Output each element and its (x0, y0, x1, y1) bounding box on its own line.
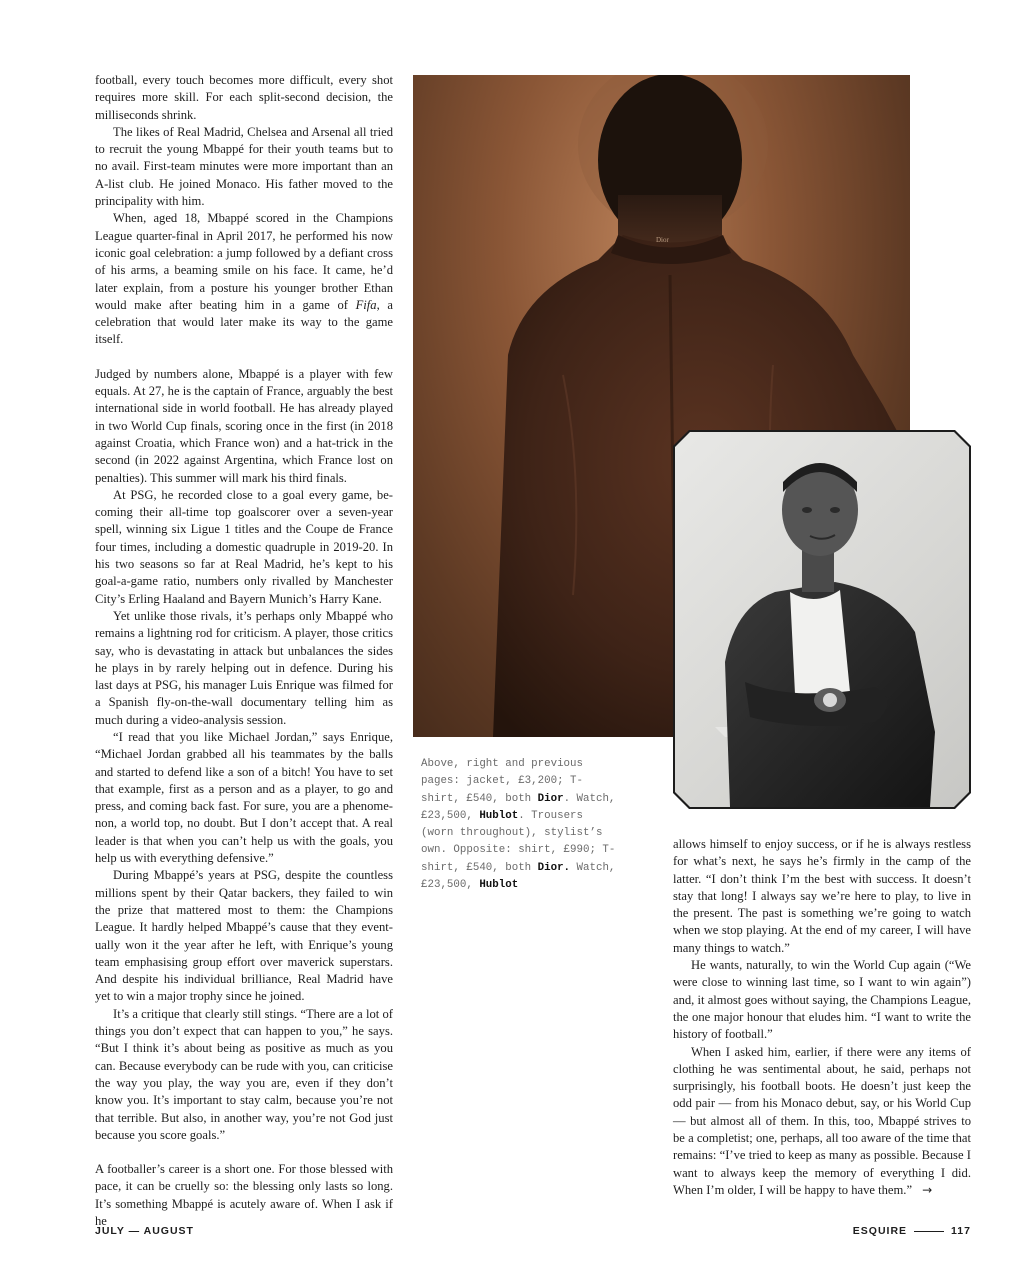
game-title: Fifa (355, 297, 377, 312)
photo-portrait (673, 430, 971, 809)
paragraph: At PSG, he recorded close to a goal every game, becoming their all-time top goalscorer over a seven-year spell, winning six Ligue 1 titles and the Coupe de France four times, including a domestic quadruple in 2019-20. In his two seasons so far at Real Madrid, he’s kept to his goal-a-game ratio, numbers only rivalled by Manchester City’s Erling Haaland and Bayern Munich’s Harry Kane. (95, 487, 393, 606)
paragraph: He wants, naturally, to win the World Cup again (“We were close to winning last time, so I want to win again”) and, it almost goes without saying, the Champions League, the one major honour that eludes him. “I want to write the history of football.” (673, 958, 971, 1042)
paragraph: When, aged 18, Mbappé scored in the Champions League quarter-final in April 2017, he performed his now iconic goal celebration: a jump followed by a defiant cross of his arms, a beaming smile on his face. It came, he’d later explain, from a posture his younger brother Ethan would make after beating him in a game of Fifa, a celebration that would later make its way to the game itself. (95, 211, 393, 347)
article-column-left (95, 72, 393, 1230)
jacket-label: Dior (656, 236, 669, 244)
footer-folio (853, 1225, 971, 1237)
brand-name: Dior (537, 792, 564, 805)
footer-issue-date: JULY — AUGUST (95, 1225, 194, 1237)
page-number: 117 (951, 1225, 971, 1237)
paragraph: Judged by numbers alone, Mbappé is a player with few equals. At 27, he is the captain of France, arguably the best international side in world football. He has already played in two World Cup finals, scoring once in the first (in 2018 against Croatia, which France won) and a hat-trick in the second (in 2022 against Argentina, which France lost on penalties). This summer will mark his third finals. (95, 366, 393, 485)
footer-rule (914, 1231, 944, 1232)
paragraph: football, every touch becomes more difficult, every shot requires more skill. For each split-second decision, the milliseconds shrink. (95, 73, 393, 122)
paragraph: When I asked him, earlier, if there were any items of clothing he was sentimental about, he said, perhaps not surprisingly, his football boots. He doesn’t just keep the odd pair — from his Monaco debut, say, or his World Cup — but almost all of them. In this, too, Mbappé strives to be a completist; one, perhaps, all too aware of the time that remains: “I’ve tried to keep as many as possible. Because I want to always keep the memory of everything I did. When I’m older, I will be happy to have them.” → (673, 1044, 971, 1197)
brand-name: Dior. (537, 861, 571, 874)
continue-arrow-icon: → (922, 1182, 933, 1197)
paragraph: The likes of Real Madrid, Chelsea and Arsenal all tried to recruit the young Mbappé for their youth teams but to no avail. First-team minutes were more important than an A-list club. He joined Monaco. His father moved to the principality with him. (95, 124, 393, 209)
paragraph: allows himself to enjoy success, or if he is always restless for what’s next, he says he’s firmly in the camp of the latter. “I don’t think I’m the best with success. It doesn’t stay that long! I always say we’re here to play, to live in the present. The past is something we’re going to watch when we stop playing. At the end of my career, I will have many things to watch.” (673, 837, 971, 955)
photo-caption: Above, right and previous pages: jacket, £3,200; T-shirt, £540, both Dior. Watch, £23,500, Hublot. Trousers (worn throughout), stylist’s own. Opposite: shirt, £990; T-shirt, £540, both Dior. Watch, £23,500, Hublot (421, 758, 616, 892)
magazine-name: ESQUIRE (852, 1225, 908, 1237)
paragraph: Yet unlike those rivals, it’s perhaps only Mbappé who remains a lightning rod for criticism. A player, those critics say, who is devastating in attack but unbalances the sides he plays in by rarely helping out in defence. During his last days at PSG, his manager Luis Enrique was filmed for a Spanish fly-on-the-wall documentary telling him as much during a video-analysis session. (95, 608, 393, 727)
paragraph: It’s a critique that clearly still stings. “There are a lot of things you don’t expect that can happen to you,” he says. “But I think it’s about being as positive as much as you can. Because everybody can be rude with you, can criticise the way you play, the way you are, even if they don’t know you. It’s important to stay calm, because you’re not that terrible. But also, in another way, you’re not God just because you score goals.” (95, 1006, 393, 1142)
paragraph: During Mbappé’s years at PSG, despite the countless millions spent by their Qatar backers, they failed to win the prize that mattered most to them: the Champions League. It hardly helped Mbappé’s cause that they eventually won it the year after he left, with Enrique’s young team emphasising group effort over maverick superstars. And despite his individual brilliance, Real Madrid have yet to win a major trophy since he joined. (95, 868, 393, 1004)
brand-name: Hublot (479, 809, 519, 822)
paragraph: “I read that you like Michael Jordan,” says Enrique, “Michael Jordan grabbed all his teammates by the balls and started to defend like a son of a bitch! You have to set that example, first as a person and as a player, to go and press, and coming back fast. For sure, you are a phenomenon, a world top, no doubt. But I don’t accept that. A real leader is that when you can’t help us with the goals, you help us with everything defensive.” (95, 729, 393, 866)
paragraph: A footballer’s career is a short one. For those blessed with pace, it can be cruelly so: the blessing only lasts so long. It’s something Mbappé is acutely aware of. When I ask if he (95, 1162, 393, 1228)
article-column-right (673, 836, 971, 1199)
brand-name: Hublot (479, 879, 519, 892)
